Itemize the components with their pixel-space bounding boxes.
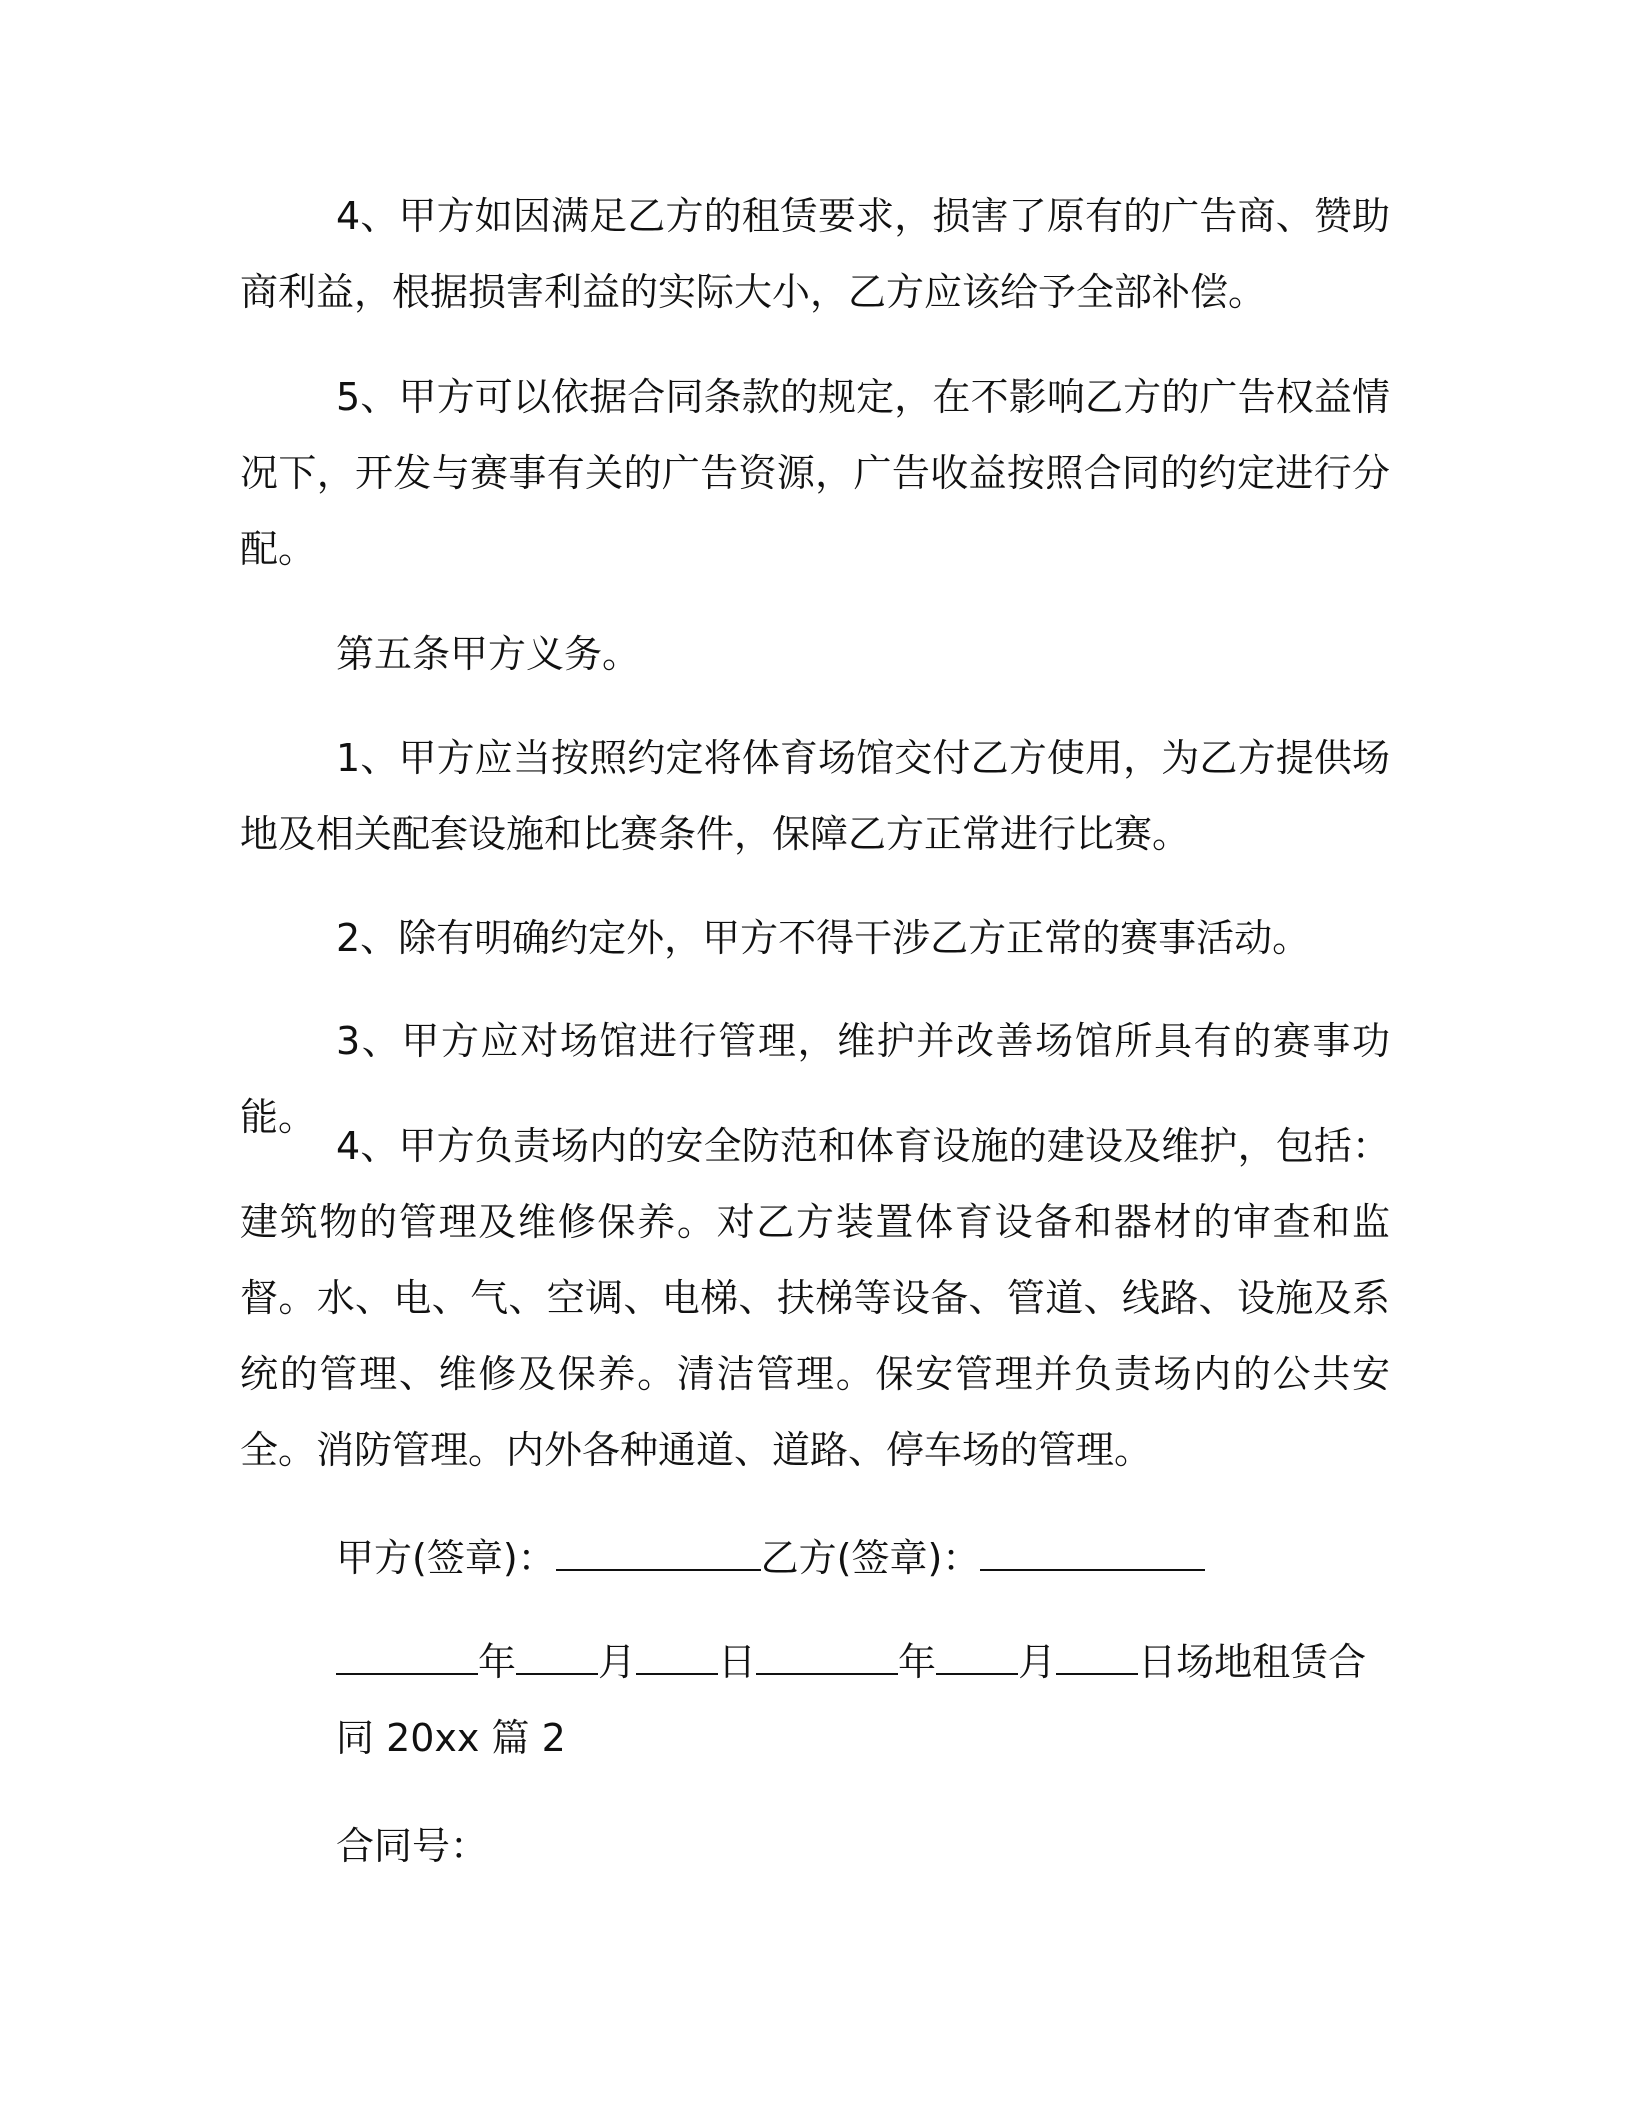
clause-paragraph: 3、甲方应对场馆进行管理，维护并改善场馆所具有的赛事功能。: [240, 1019, 1390, 1139]
party-a-signature-blank[interactable]: [556, 1535, 761, 1571]
signature-line: [336, 1520, 1205, 1596]
party-a-label: 甲方(签章)：: [336, 1536, 556, 1580]
month-blank[interactable]: [516, 1639, 598, 1675]
month-label-2: 月: [1018, 1640, 1057, 1684]
clause-paragraph: 4、甲方如因满足乙方的租赁要求，损害了原有的广告商、赞助商利益，根据损害利益的实际大小，乙方应该给予全部补偿。: [240, 194, 1390, 314]
day-blank-2[interactable]: [1056, 1639, 1138, 1675]
year-label-2: 年: [898, 1640, 937, 1684]
day-label: 日: [718, 1640, 757, 1684]
day-blank[interactable]: [636, 1639, 718, 1675]
year-label: 年: [478, 1640, 517, 1684]
party-b-label: 乙方(签章)：: [760, 1536, 981, 1580]
year-blank-2[interactable]: [756, 1639, 898, 1675]
date-line: [336, 1624, 1390, 1776]
year-blank[interactable]: [336, 1639, 478, 1675]
clause-paragraph: 4、甲方负责场内的安全防范和体育设施的建设及维护，包括：建筑物的管理及维修保养。对乙方装置体育设备和器材的审查和监督。水、电、气、空调、电梯、扶梯等设备、管道、线路、设施及系统的管理、维修及保养。清洁管理。保安管理并负责场内的公共安全。消防管理。内外各种通道、道路、停车场的管理。: [240, 1124, 1390, 1472]
contract-number-label: 合同号：: [336, 1824, 489, 1868]
month-label: 月: [598, 1640, 637, 1684]
contract-title-tail: 日场地租赁合同 20xx 篇 2: [336, 1640, 1367, 1760]
section-heading: 第五条甲方义务。: [336, 632, 641, 676]
clause-paragraph: 5、甲方可以依据合同条款的规定，在不影响乙方的广告权益情况下，开发与赛事有关的广告资源，广告收益按照合同的约定进行分配。: [240, 375, 1390, 571]
clause-paragraph: 2、除有明确约定外，甲方不得干涉乙方正常的赛事活动。: [336, 916, 1311, 960]
clause-paragraph: 1、甲方应当按照约定将体育场馆交付乙方使用，为乙方提供场地及相关配套设施和比赛条件，保障乙方正常进行比赛。: [240, 736, 1390, 856]
month-blank-2[interactable]: [936, 1639, 1018, 1675]
party-b-signature-blank[interactable]: [980, 1535, 1205, 1571]
